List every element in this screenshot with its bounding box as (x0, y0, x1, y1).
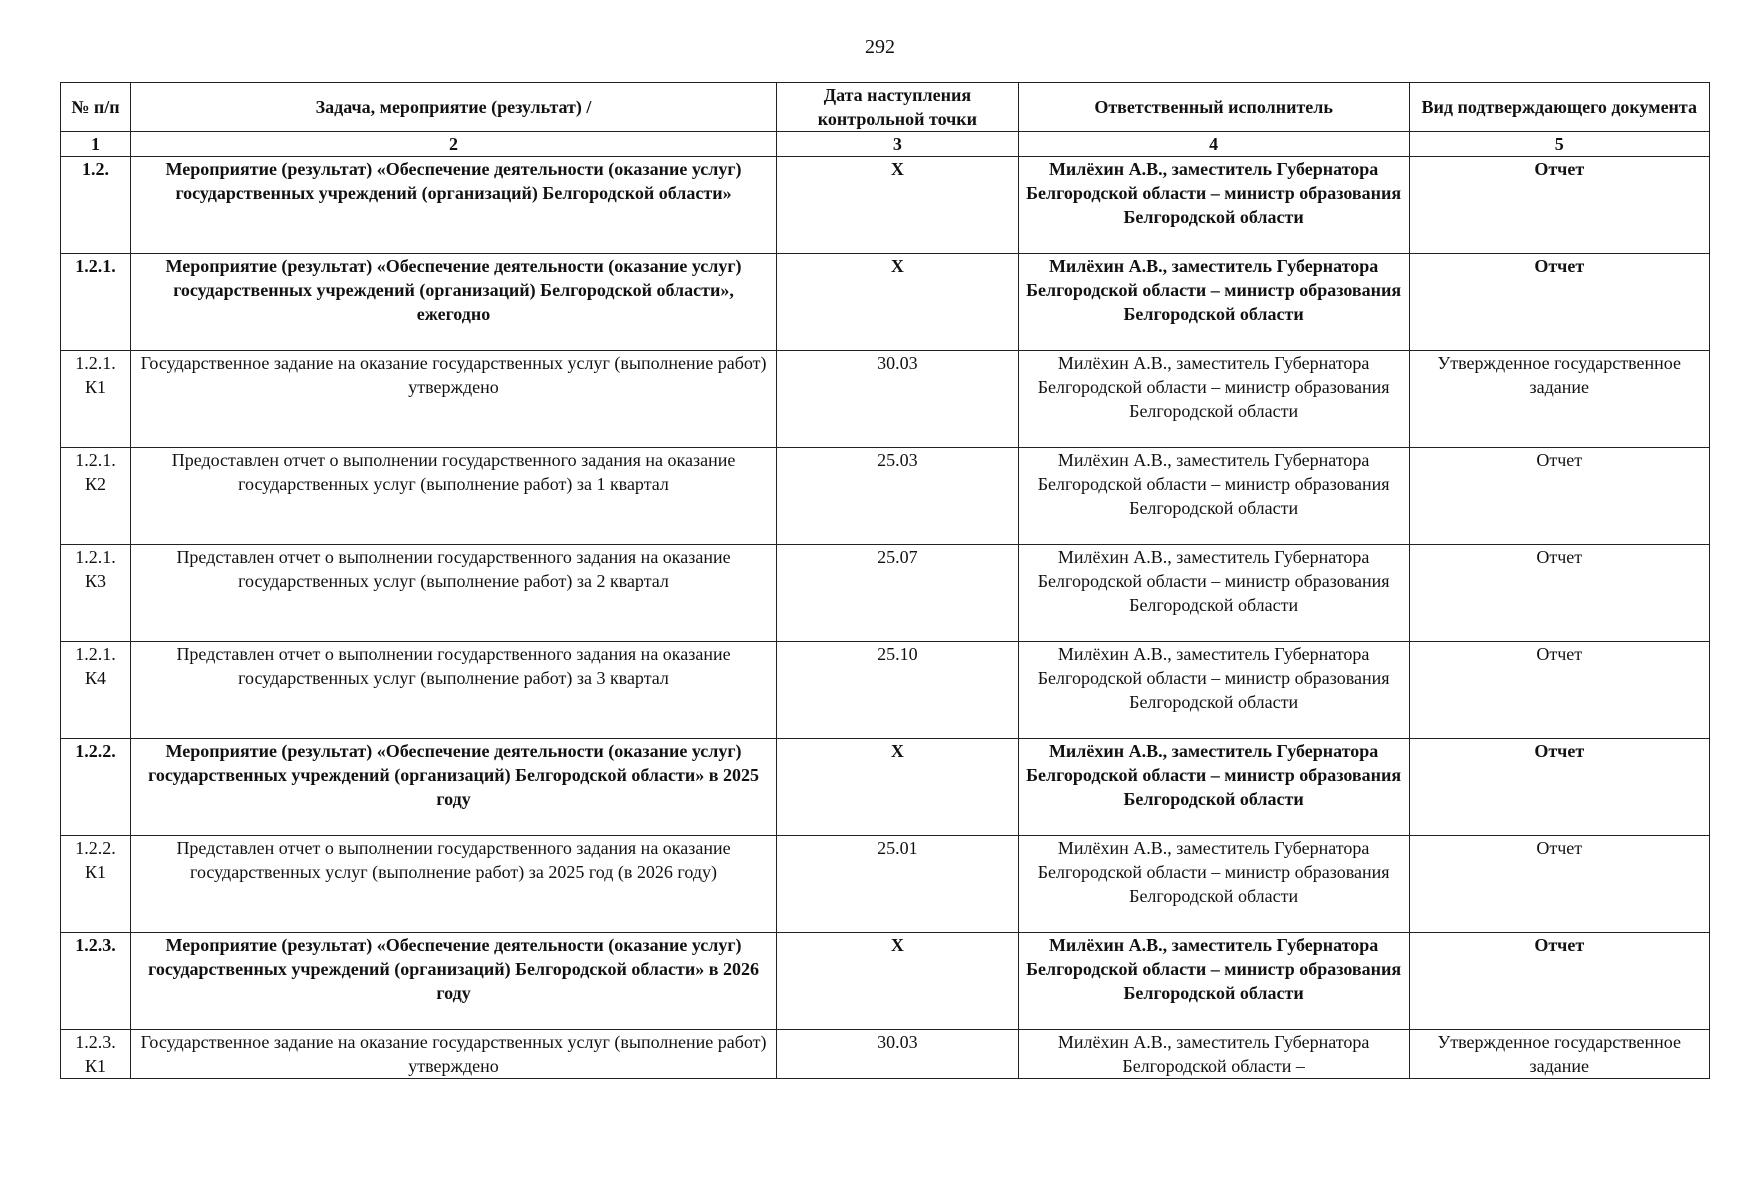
cell-task: Предоставлен отчет о выполнении государственного задания на оказание государственных услуг (выполнение работ) за 1 квартал (131, 448, 777, 545)
cell-number: 1.2.3. К1 (61, 1030, 131, 1079)
cell-document: Отчет (1409, 836, 1709, 933)
cell-executor: Милёхин А.В., заместитель Губернатора Белгородской области – министр образования Белгородской области (1018, 448, 1409, 545)
cell-number: 1.2.3. (61, 933, 131, 1030)
table-row (61, 545, 1710, 642)
table-row (61, 254, 1710, 351)
table-row (61, 448, 1710, 545)
cell-executor: Милёхин А.В., заместитель Губернатора Белгородской области – министр образования Белгородской области (1018, 739, 1409, 836)
table-body (61, 157, 1710, 1079)
column-number: 4 (1018, 132, 1409, 157)
cell-date: X (777, 254, 1019, 351)
cell-document: Отчет (1409, 545, 1709, 642)
header-document: Вид подтверждающего документа (1409, 83, 1709, 132)
column-number: 3 (777, 132, 1019, 157)
cell-document: Утвержденное государственное задание (1409, 351, 1709, 448)
cell-task: Мероприятие (результат) «Обеспечение деятельности (оказание услуг) государственных учреждений (организаций) Белгородской области» в 2025 году (131, 739, 777, 836)
cell-date: X (777, 933, 1019, 1030)
cell-number: 1.2.1. К3 (61, 545, 131, 642)
cell-task: Государственное задание на оказание государственных услуг (выполнение работ) утверждено (131, 351, 777, 448)
cell-date: 25.10 (777, 642, 1019, 739)
column-numbers-row (61, 132, 1710, 157)
column-number: 2 (131, 132, 777, 157)
cell-number: 1.2.1. К4 (61, 642, 131, 739)
cell-executor: Милёхин А.В., заместитель Губернатора Белгородской области – (1018, 1030, 1409, 1079)
column-number: 1 (61, 132, 131, 157)
cell-date: 25.03 (777, 448, 1019, 545)
header-task: Задача, мероприятие (результат) / (131, 83, 777, 132)
column-number: 5 (1409, 132, 1709, 157)
cell-executor: Милёхин А.В., заместитель Губернатора Белгородской области – министр образования Белгородской области (1018, 933, 1409, 1030)
table-row (61, 933, 1710, 1030)
cell-executor: Милёхин А.В., заместитель Губернатора Белгородской области – министр образования Белгородской области (1018, 351, 1409, 448)
table-row (61, 836, 1710, 933)
cell-date: 25.07 (777, 545, 1019, 642)
cell-date: 30.03 (777, 351, 1019, 448)
cell-document: Утвержденное государственное задание (1409, 1030, 1709, 1079)
cell-number: 1.2.1. (61, 254, 131, 351)
table-row (61, 351, 1710, 448)
cell-executor: Милёхин А.В., заместитель Губернатора Белгородской области – министр образования Белгородской области (1018, 545, 1409, 642)
cell-executor: Милёхин А.В., заместитель Губернатора Белгородской области – министр образования Белгородской области (1018, 157, 1409, 254)
cell-task: Представлен отчет о выполнении государственного задания на оказание государственных услуг (выполнение работ) за 3 квартал (131, 642, 777, 739)
header-date: Дата наступления контрольной точки (777, 83, 1019, 132)
cell-number: 1.2.1. К1 (61, 351, 131, 448)
cell-date: 30.03 (777, 1030, 1019, 1079)
cell-document: Отчет (1409, 739, 1709, 836)
cell-task: Государственное задание на оказание государственных услуг (выполнение работ) утверждено (131, 1030, 777, 1079)
cell-number: 1.2.2. К1 (61, 836, 131, 933)
cell-executor: Милёхин А.В., заместитель Губернатора Белгородской области – министр образования Белгородской области (1018, 836, 1409, 933)
header-number: № п/п (61, 83, 131, 132)
table-row (61, 739, 1710, 836)
cell-task: Представлен отчет о выполнении государственного задания на оказание государственных услуг (выполнение работ) за 2025 год (в 2026 году) (131, 836, 777, 933)
cell-date: X (777, 739, 1019, 836)
cell-executor: Милёхин А.В., заместитель Губернатора Белгородской области – министр образования Белгородской области (1018, 642, 1409, 739)
cell-task: Мероприятие (результат) «Обеспечение деятельности (оказание услуг) государственных учреждений (организаций) Белгородской области» (131, 157, 777, 254)
cell-date: X (777, 157, 1019, 254)
cell-date: 25.01 (777, 836, 1019, 933)
table-row (61, 642, 1710, 739)
plan-table (60, 82, 1710, 1079)
cell-document: Отчет (1409, 448, 1709, 545)
cell-number: 1.2. (61, 157, 131, 254)
cell-document: Отчет (1409, 254, 1709, 351)
cell-task: Мероприятие (результат) «Обеспечение деятельности (оказание услуг) государственных учреждений (организаций) Белгородской области» в 2026 году (131, 933, 777, 1030)
cell-number: 1.2.2. (61, 739, 131, 836)
cell-task: Мероприятие (результат) «Обеспечение деятельности (оказание услуг) государственных учреждений (организаций) Белгородской области», ежегодно (131, 254, 777, 351)
table-row (61, 1030, 1710, 1079)
cell-document: Отчет (1409, 157, 1709, 254)
table-row (61, 157, 1710, 254)
table-header (61, 83, 1710, 157)
page-number: 292 (865, 36, 895, 58)
header-executor: Ответственный исполнитель (1018, 83, 1409, 132)
cell-number: 1.2.1. К2 (61, 448, 131, 545)
cell-executor: Милёхин А.В., заместитель Губернатора Белгородской области – министр образования Белгородской области (1018, 254, 1409, 351)
cell-task: Представлен отчет о выполнении государственного задания на оказание государственных услуг (выполнение работ) за 2 квартал (131, 545, 777, 642)
cell-document: Отчет (1409, 642, 1709, 739)
cell-document: Отчет (1409, 933, 1709, 1030)
